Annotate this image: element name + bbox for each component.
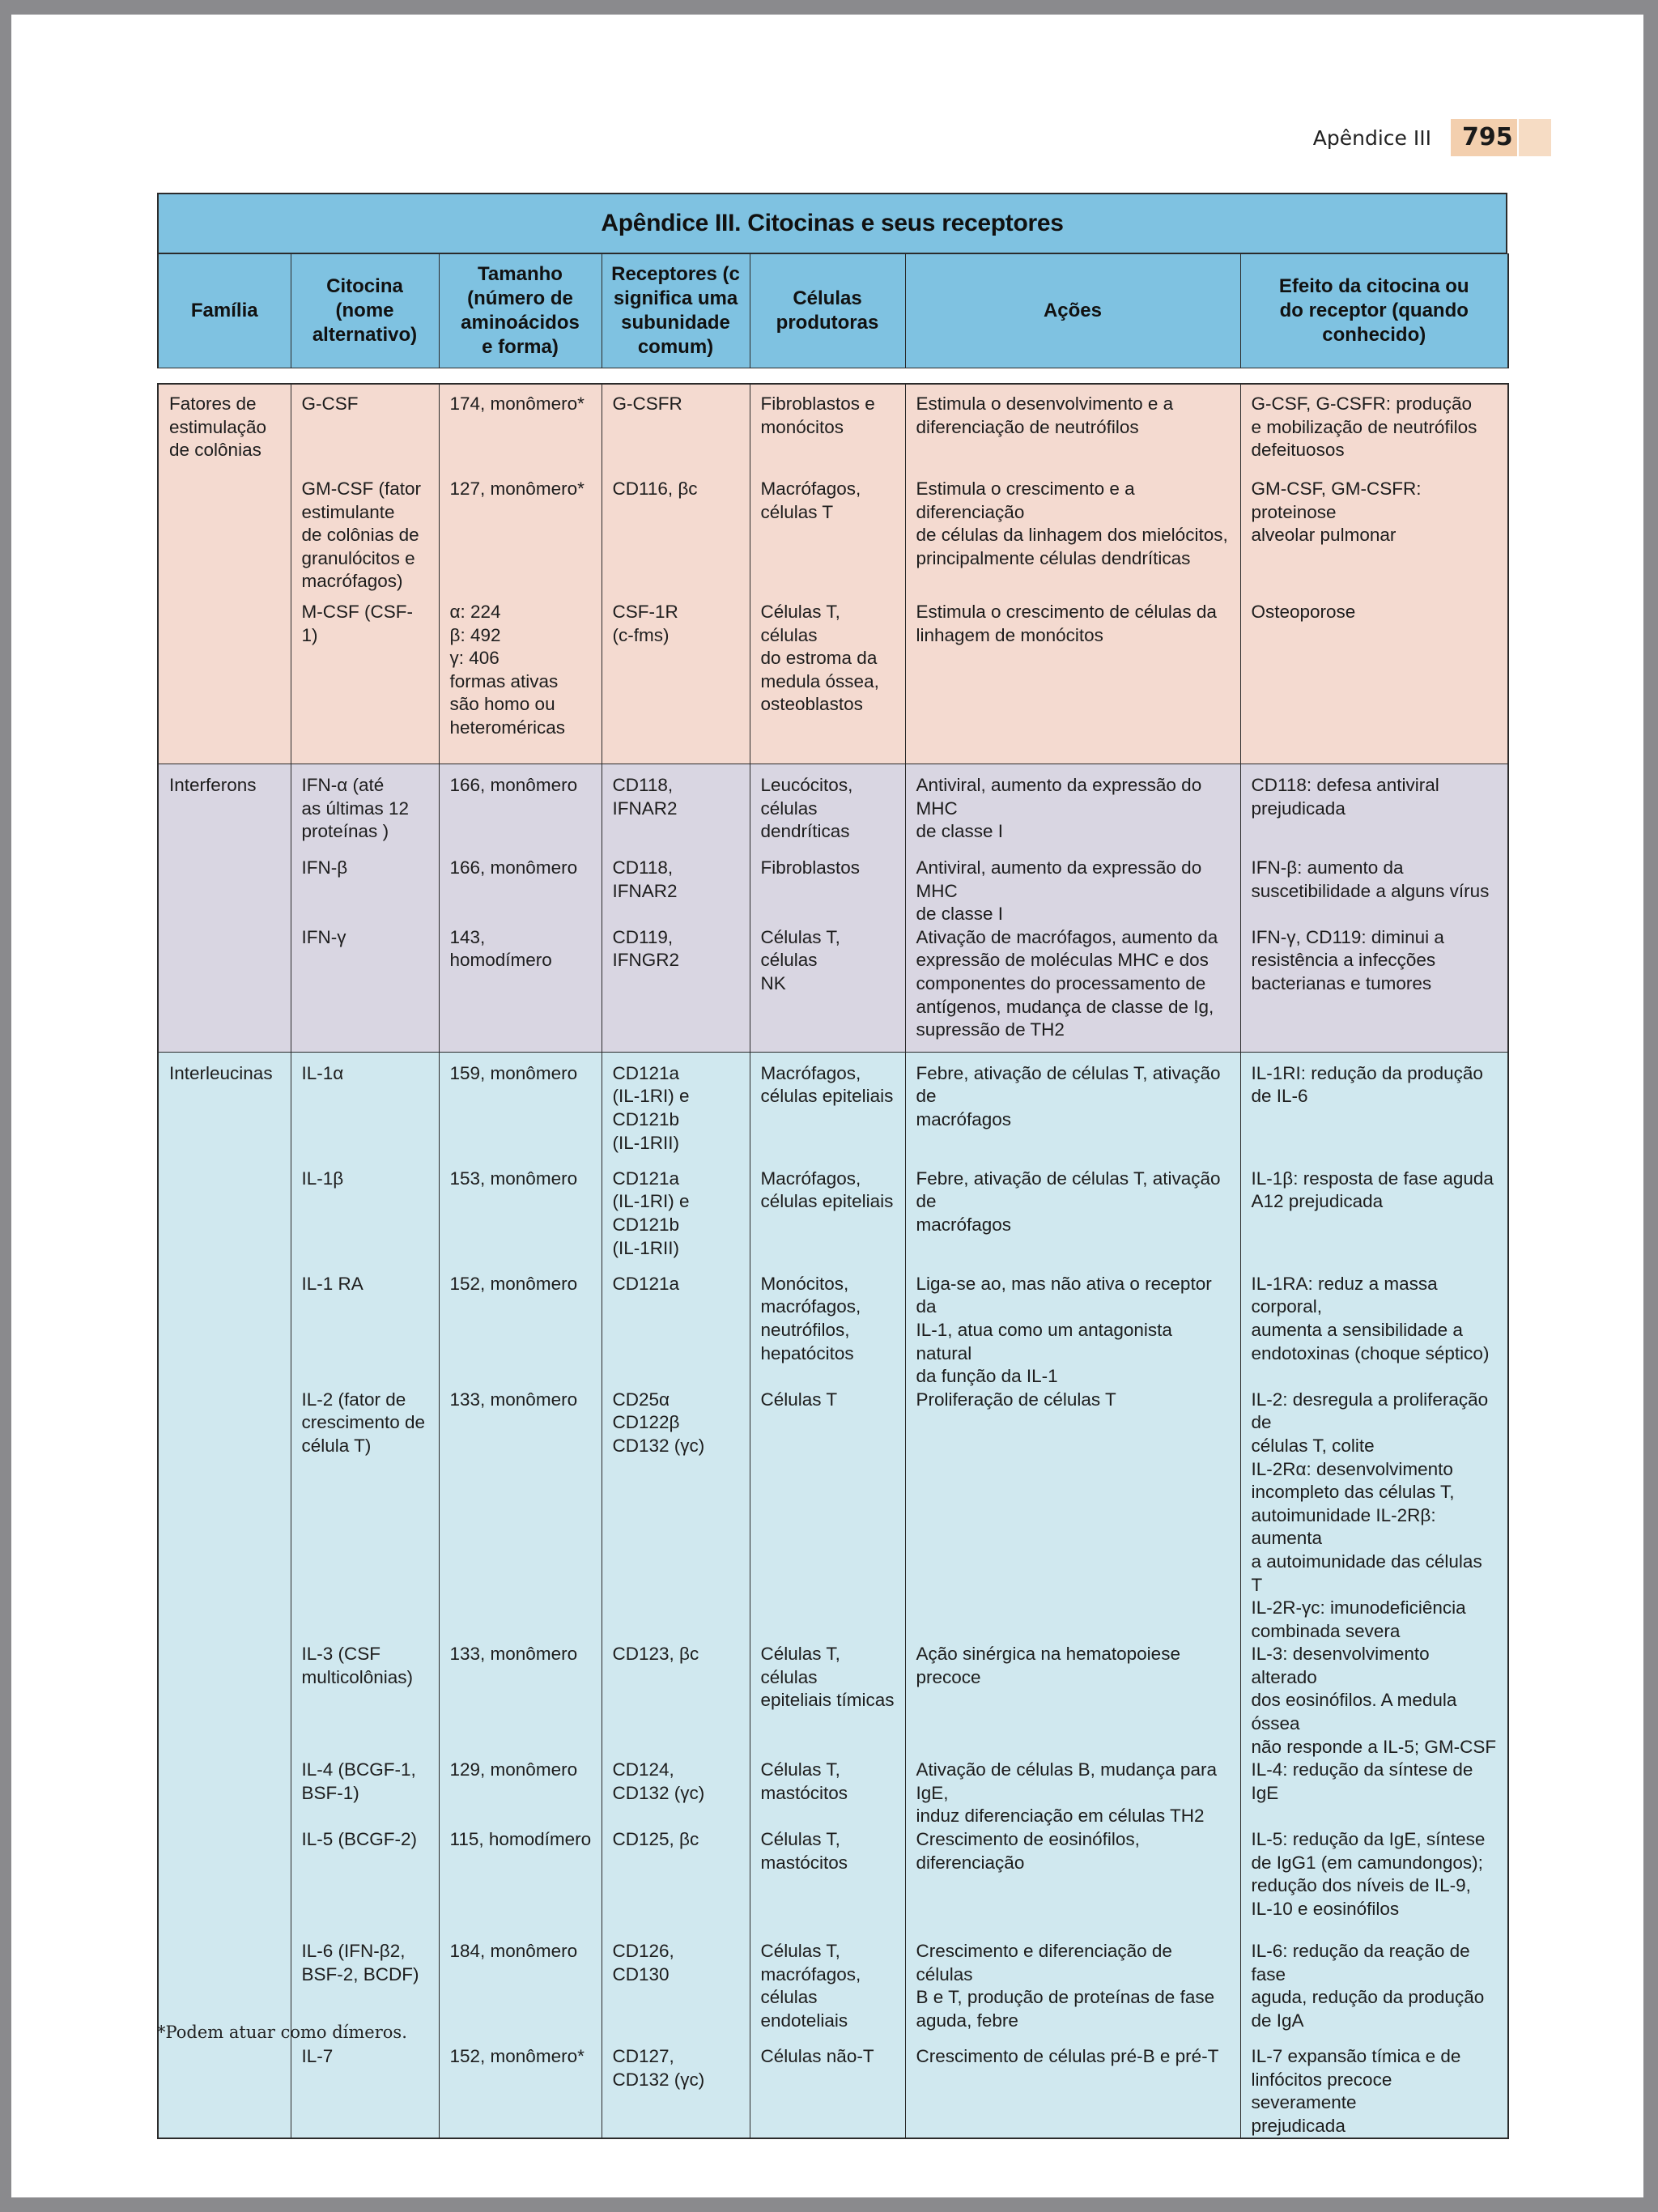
cell-family: Interferons — [158, 764, 291, 857]
cell-receptors: CSF-1R (c-fms) — [602, 601, 750, 764]
cell-receptors: CD116, βc — [602, 478, 750, 601]
cell-size: 129, monômero — [439, 1759, 602, 1828]
cell-effect: CD118: defesa antiviral prejudicada — [1240, 764, 1508, 857]
column-header-producing-cells: Células produtoras — [750, 254, 905, 368]
page-number: 795 — [1462, 123, 1513, 151]
cell-size: 166, monômero — [439, 764, 602, 857]
table-row — [158, 1052, 1508, 1168]
page-number-box — [1451, 119, 1551, 156]
cell-family — [158, 926, 291, 1053]
cell-producing-cells: Fibroblastos e monócitos — [750, 384, 905, 478]
cell-effect: IL-7 expansão tímica e de linfócitos precoce severamente prejudicada — [1240, 2045, 1508, 2138]
cell-actions: Febre, ativação de células T, ativação de macrófagos — [905, 1052, 1240, 1168]
cell-effect: G-CSF, G-CSFR: produção e mobilização de neutrófilos defeituosos — [1240, 384, 1508, 478]
cell-cytokine: IFN-α (até as últimas 12 proteínas ) — [291, 764, 439, 857]
cell-effect: IL-3: desenvolvimento alterado dos eosinófilos. A medula óssea não responde a IL-5; GM-CSF — [1240, 1643, 1508, 1759]
cell-actions: Estimula o crescimento de células da linhagem de monócitos — [905, 601, 1240, 764]
cell-actions: Estimula o crescimento e a diferenciação de células da linhagem dos mielócitos, principalmente células dendríticas — [905, 478, 1240, 601]
table-row — [158, 1759, 1508, 1828]
cell-producing-cells: Células não-T — [750, 2045, 905, 2138]
table-title: Apêndice III. Citocinas e seus receptores — [157, 193, 1507, 253]
cell-effect: IL-5: redução da IgE, síntese de IgG1 (em camundongos); redução dos níveis de IL-9, IL-10 e eosinófilos — [1240, 1828, 1508, 1940]
cell-receptors: CD121a (IL-1RI) e CD121b (IL-1RII) — [602, 1168, 750, 1273]
cell-producing-cells: Células T, macrófagos, células endoteliais — [750, 1940, 905, 2045]
cell-size: 133, monômero — [439, 1389, 602, 1644]
cell-family — [158, 478, 291, 601]
column-header-actions: Ações — [905, 254, 1240, 368]
table-row — [158, 478, 1508, 601]
cell-actions: Ativação de macrófagos, aumento da expressão de moléculas MHC e dos componentes do processamento de antígenos, mudança de classe de Ig, supressão de TH2 — [905, 926, 1240, 1053]
cell-producing-cells: Células T — [750, 1389, 905, 1644]
cell-receptors: CD118, IFNAR2 — [602, 764, 750, 857]
cell-cytokine: IL-7 — [291, 2045, 439, 2138]
cell-actions: Ativação de células B, mudança para IgE, induz diferenciação em células TH2 — [905, 1759, 1240, 1828]
cell-producing-cells: Leucócitos, células dendríticas — [750, 764, 905, 857]
cell-family — [158, 1828, 291, 1940]
cell-family — [158, 857, 291, 926]
table-row — [158, 1389, 1508, 1644]
cell-producing-cells: Macrófagos, células epiteliais — [750, 1168, 905, 1273]
cell-effect: GM-CSF, GM-CSFR: proteinose alveolar pulmonar — [1240, 478, 1508, 601]
cell-cytokine: IL-1α — [291, 1052, 439, 1168]
cell-receptors: CD125, βc — [602, 1828, 750, 1940]
column-header-size: Tamanho (número de aminoácidos e forma) — [439, 254, 602, 368]
cell-cytokine: M-CSF (CSF-1) — [291, 601, 439, 764]
cell-effect: Osteoporose — [1240, 601, 1508, 764]
cell-receptors: CD123, βc — [602, 1643, 750, 1759]
cell-effect: IL-1β: resposta de fase aguda A12 prejudicada — [1240, 1168, 1508, 1273]
cell-receptors: CD118, IFNAR2 — [602, 857, 750, 926]
page-header — [1313, 119, 1551, 156]
cell-cytokine: IL-1 RA — [291, 1273, 439, 1389]
cell-producing-cells: Células T, células epiteliais tímicas — [750, 1643, 905, 1759]
cell-size: 152, monômero* — [439, 2045, 602, 2138]
cell-actions: Proliferação de células T — [905, 1389, 1240, 1644]
cell-receptors: CD119, IFNGR2 — [602, 926, 750, 1053]
cell-family — [158, 1273, 291, 1389]
cell-producing-cells: Fibroblastos — [750, 857, 905, 926]
cytokine-table — [157, 193, 1507, 2139]
cell-size: 143, homodímero — [439, 926, 602, 1053]
column-header-receptors: Receptores (c significa uma subunidade comum) — [602, 254, 750, 368]
table-row — [158, 1643, 1508, 1759]
cell-receptors: CD126, CD130 — [602, 1940, 750, 2045]
cell-cytokine: IFN-γ — [291, 926, 439, 1053]
cell-family — [158, 1389, 291, 1644]
cell-size: 153, monômero — [439, 1168, 602, 1273]
cell-cytokine: IL-1β — [291, 1168, 439, 1273]
cell-family: Interleucinas — [158, 1052, 291, 1168]
table-row — [158, 857, 1508, 926]
table-row — [158, 1828, 1508, 1940]
cell-size: 133, monômero — [439, 1643, 602, 1759]
cell-producing-cells: Células T, mastócitos — [750, 1759, 905, 1828]
cell-actions: Antiviral, aumento da expressão do MHC de classe I — [905, 764, 1240, 857]
cell-size: 174, monômero* — [439, 384, 602, 478]
cell-actions: Liga-se ao, mas não ativa o receptor da IL-1, atua como um antagonista natural da função da IL-1 — [905, 1273, 1240, 1389]
cell-effect: IFN-γ, CD119: diminui a resistência a infecções bacterianas e tumores — [1240, 926, 1508, 1053]
cell-producing-cells: Macrófagos, células epiteliais — [750, 1052, 905, 1168]
table-row — [158, 384, 1508, 478]
cell-actions: Crescimento e diferenciação de células B e T, produção de proteínas de fase aguda, febre — [905, 1940, 1240, 2045]
column-header-cytokine: Citocina (nome alternativo) — [291, 254, 439, 368]
cell-family — [158, 1643, 291, 1759]
table-row — [158, 764, 1508, 857]
cell-effect: IL-6: redução da reação de fase aguda, redução da produção de IgA — [1240, 1940, 1508, 2045]
cell-size: 127, monômero* — [439, 478, 602, 601]
cell-size: 152, monômero — [439, 1273, 602, 1389]
cell-receptors: CD127, CD132 (γc) — [602, 2045, 750, 2138]
footnote: *Podem atuar como dímeros. — [157, 2023, 407, 2042]
cell-cytokine: GM-CSF (fator estimulante de colônias de granulócitos e macrófagos) — [291, 478, 439, 601]
cell-effect: IL-1RI: redução da produção de IL-6 — [1240, 1052, 1508, 1168]
appendix-label: Apêndice III — [1312, 125, 1431, 150]
cell-actions: Febre, ativação de células T, ativação de macrófagos — [905, 1168, 1240, 1273]
cell-size: 159, monômero — [439, 1052, 602, 1168]
cell-cytokine: IL-5 (BCGF-2) — [291, 1828, 439, 1940]
cell-producing-cells: Macrófagos, células T — [750, 478, 905, 601]
cell-family — [158, 601, 291, 764]
column-header-family: Família — [158, 254, 291, 368]
cell-effect: IFN-β: aumento da suscetibilidade a alguns vírus — [1240, 857, 1508, 926]
column-header-effect: Efeito da citocina ou do receptor (quando conhecido) — [1240, 254, 1508, 368]
cell-producing-cells: Monócitos, macrófagos, neutrófilos, hepatócitos — [750, 1273, 905, 1389]
cell-cytokine: IFN-β — [291, 857, 439, 926]
cell-actions: Ação sinérgica na hematopoiese precoce — [905, 1643, 1240, 1759]
cell-effect: IL-2: desregula a proliferação de células T, colite IL-2Rα: desenvolvimento incompleto das células T, autoimunidade IL-2Rβ: aumenta a autoimunidade das células T IL-2R-γc: imunodeficiência combinada severa — [1240, 1389, 1508, 1644]
cell-actions: Antiviral, aumento da expressão do MHC de classe I — [905, 857, 1240, 926]
table-row — [158, 1273, 1508, 1389]
cell-family — [158, 2045, 291, 2138]
cell-cytokine: IL-3 (CSF multicolônias) — [291, 1643, 439, 1759]
cell-actions: Crescimento de eosinófilos, diferenciação — [905, 1828, 1240, 1940]
cell-producing-cells: Células T, mastócitos — [750, 1828, 905, 1940]
cell-receptors: CD25α CD122β CD132 (γc) — [602, 1389, 750, 1644]
table-body — [157, 383, 1509, 2139]
cell-producing-cells: Células T, células do estroma da medula óssea, osteoblastos — [750, 601, 905, 764]
cell-family — [158, 1759, 291, 1828]
cell-actions: Estimula o desenvolvimento e a diferenciação de neutrófilos — [905, 384, 1240, 478]
table-row — [158, 926, 1508, 1053]
table-row — [158, 1168, 1508, 1273]
cell-actions: Crescimento de células pré-B e pré-T — [905, 2045, 1240, 2138]
cell-receptors: CD121a (IL-1RI) e CD121b (IL-1RII) — [602, 1052, 750, 1168]
cell-effect: IL-4: redução da síntese de IgE — [1240, 1759, 1508, 1828]
cell-receptors: G-CSFR — [602, 384, 750, 478]
cell-cytokine: IL-4 (BCGF-1, BSF-1) — [291, 1759, 439, 1828]
table-header — [157, 253, 1509, 368]
cell-cytokine: G-CSF — [291, 384, 439, 478]
cell-size: 166, monômero — [439, 857, 602, 926]
cell-size: 184, monômero — [439, 1940, 602, 2045]
cell-producing-cells: Células T, células NK — [750, 926, 905, 1053]
cell-cytokine: IL-2 (fator de crescimento de célula T) — [291, 1389, 439, 1644]
cell-size: 115, homodímero — [439, 1828, 602, 1940]
cell-cytokine: IL-6 (IFN-β2, BSF-2, BCDF) — [291, 1940, 439, 2045]
table-row — [158, 601, 1508, 764]
cell-family — [158, 1168, 291, 1273]
cell-receptors: CD121a — [602, 1273, 750, 1389]
table-row — [158, 2045, 1508, 2138]
cell-receptors: CD124, CD132 (γc) — [602, 1759, 750, 1828]
cell-size: α: 224 β: 492 γ: 406 formas ativas são homo ou heteroméricas — [439, 601, 602, 764]
cell-effect: IL-1RA: reduz a massa corporal, aumenta a sensibilidade a endotoxinas (choque séptico) — [1240, 1273, 1508, 1389]
cell-family: Fatores de estimulação de colônias — [158, 384, 291, 478]
